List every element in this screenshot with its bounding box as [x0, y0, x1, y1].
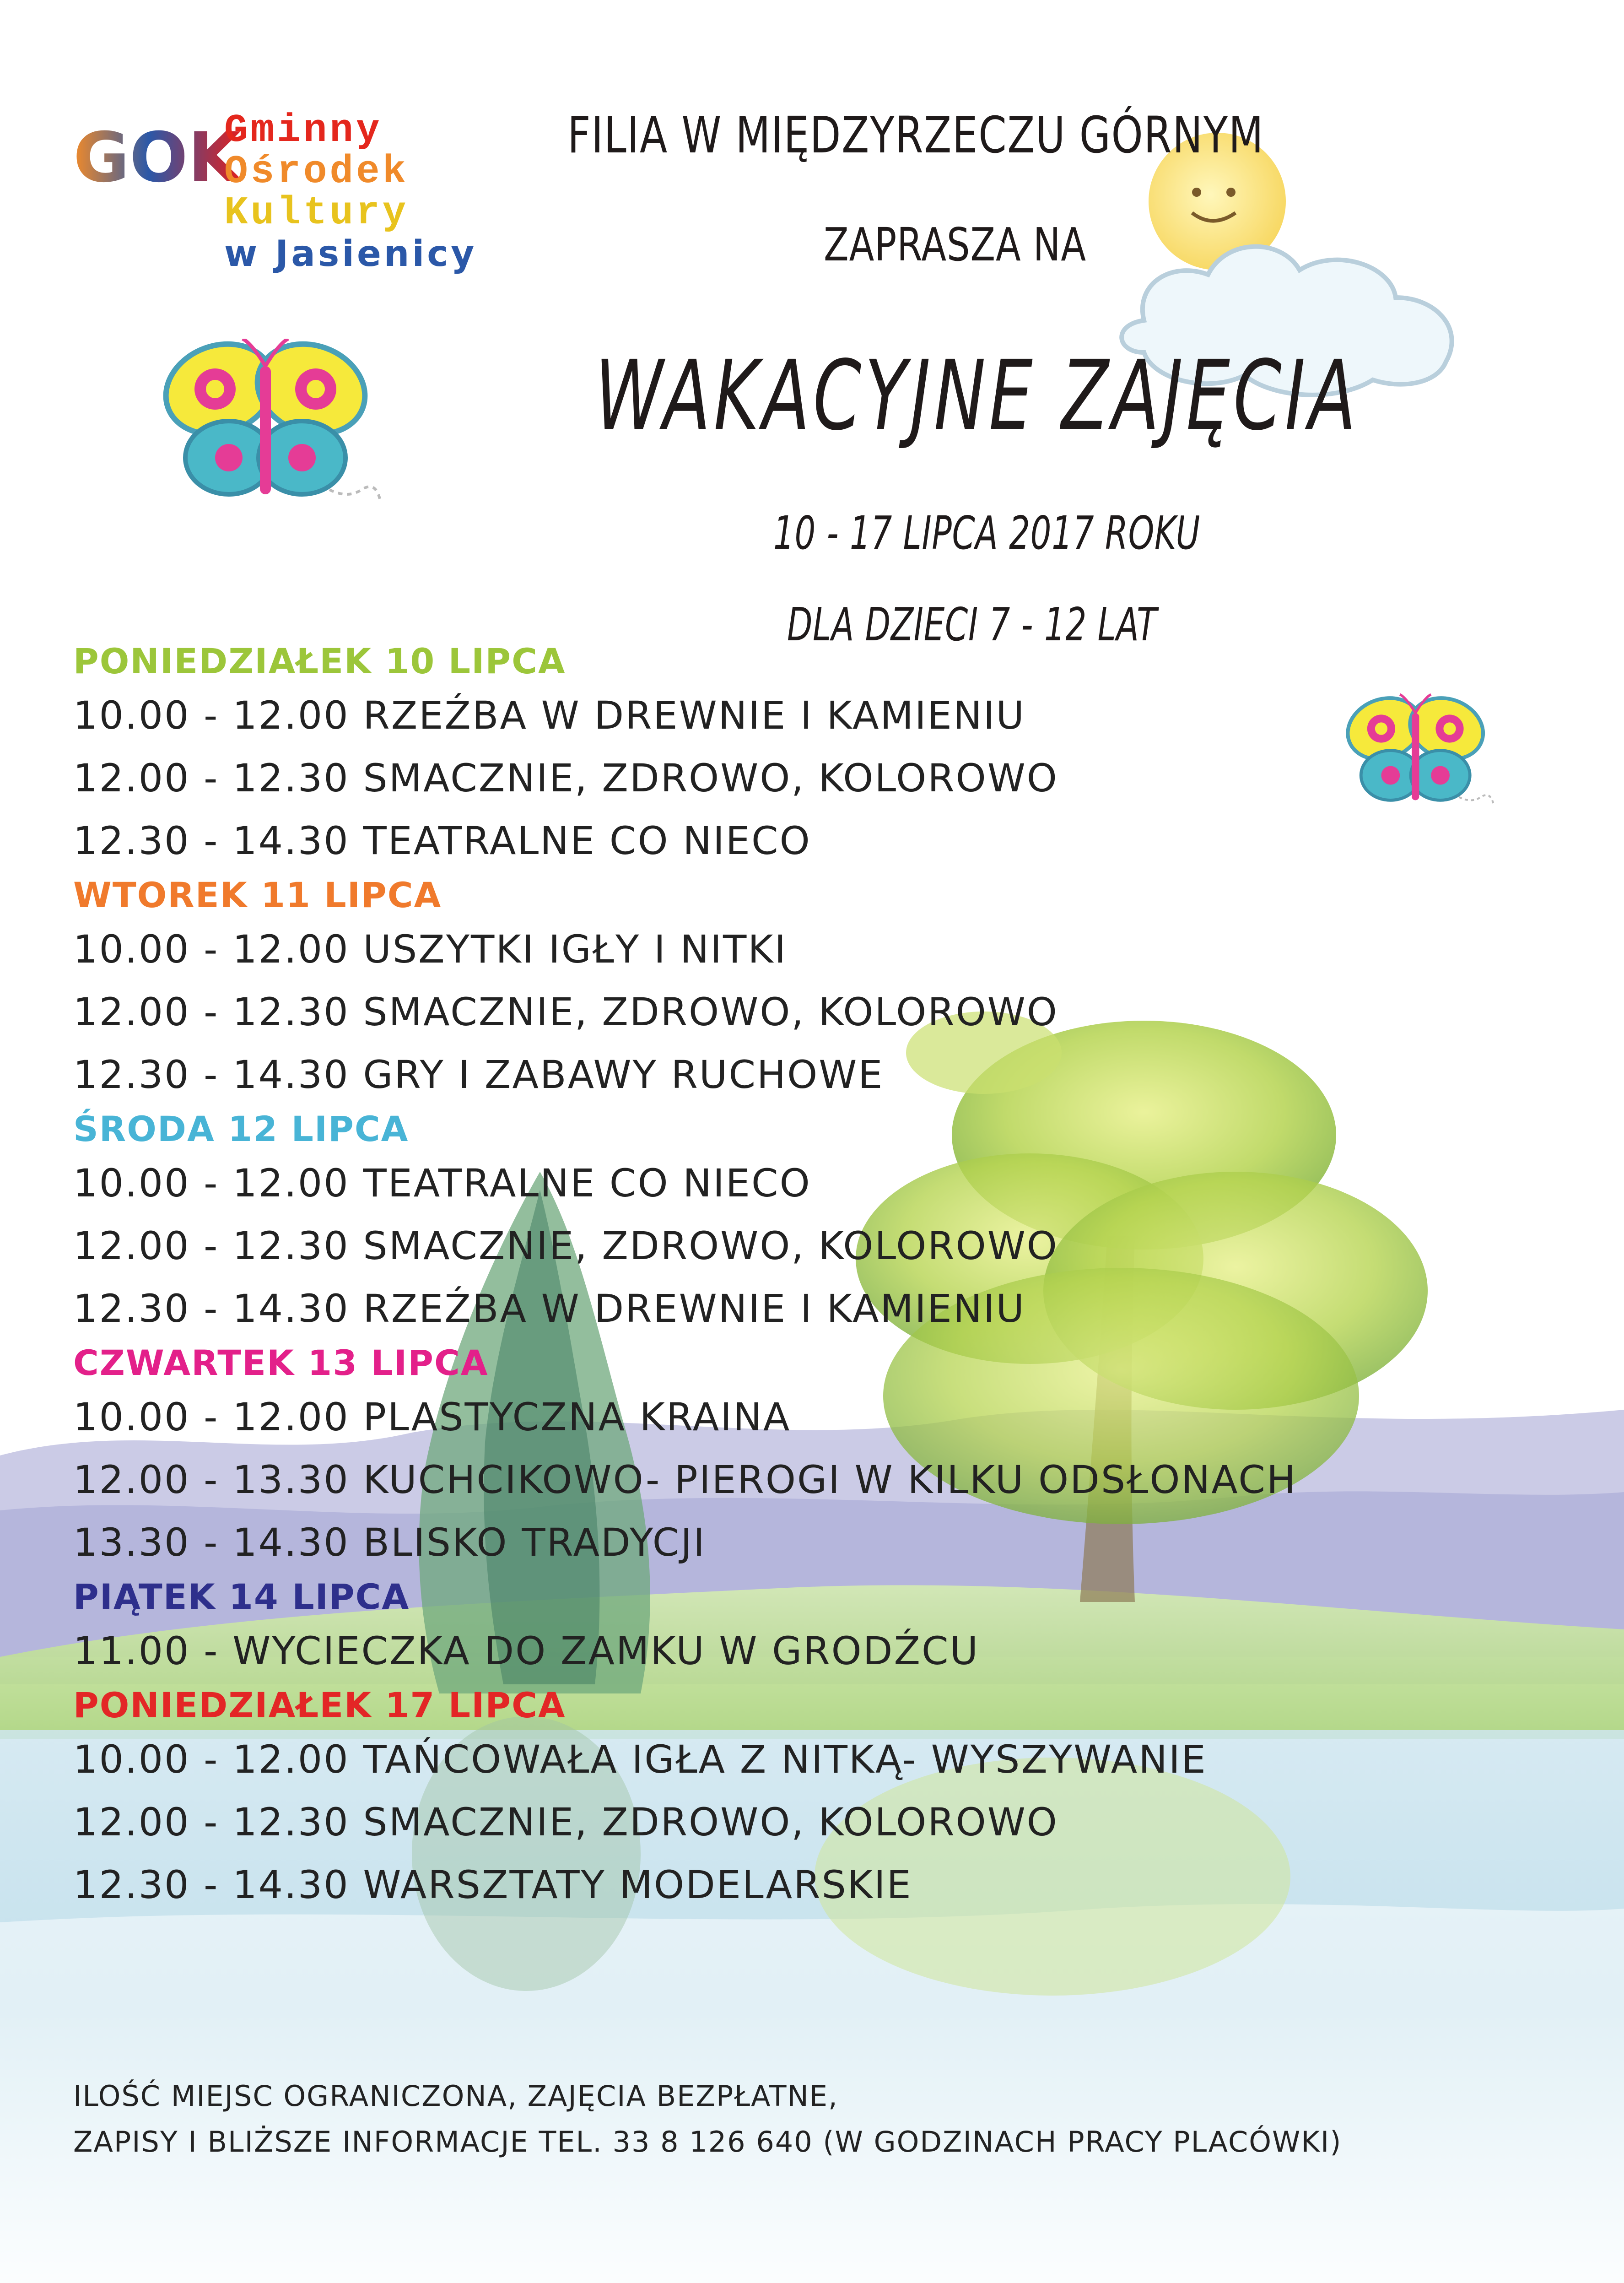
gok-logo-mark [73, 119, 241, 197]
schedule-item: 10.00 - 12.00 RZEŹBA W DREWNIE I KAMIENIU [73, 693, 1025, 738]
schedule-item: 12.00 - 12.30 SMACZNIE, ZDROWO, KOLOROWO [73, 1800, 1058, 1845]
gok-logo-text [224, 110, 477, 275]
schedule-item: 12.00 - 12.30 SMACZNIE, ZDROWO, KOLOROWO [73, 1223, 1058, 1268]
schedule [73, 638, 1583, 1916]
day-block [73, 1682, 1583, 1916]
schedule-item: 13.30 - 14.30 BLISKO TRADYCJI [73, 1520, 706, 1565]
day-block [73, 1574, 1583, 1682]
schedule-item: 12.30 - 14.30 RZEŹBA W DREWNIE I KAMIENIU [73, 1286, 1025, 1331]
header-invite-line: ZAPRASZA NA [824, 218, 1086, 271]
schedule-item: 12.30 - 14.30 TEATRALNE CO NIECO [73, 818, 811, 863]
schedule-item: 12.30 - 14.30 GRY I ZABAWY RUCHOWE [73, 1052, 884, 1097]
gok-logo-mark-text: GOK [73, 118, 241, 198]
day-heading: PONIEDZIAŁEK 10 LIPCA [73, 641, 566, 682]
event-dates: 10 - 17 LIPCA 2017 ROKU [773, 506, 1201, 560]
day-heading: CZWARTEK 13 LIPCA [73, 1342, 489, 1383]
day-block [73, 1106, 1583, 1340]
page-title: WAKACYJNE ZAJĘCIA [595, 340, 1360, 452]
schedule-item: 11.00 - WYCIECZKA DO ZAMKU W GRODŹCU [73, 1628, 980, 1673]
schedule-item: 12.30 - 14.30 WARSZTATY MODELARSKIE [73, 1862, 912, 1907]
gok-logo [73, 110, 513, 284]
header-branch-line: FILIA W MIĘDZYRZECZU GÓRNYM [567, 106, 1264, 164]
schedule-item: 10.00 - 12.00 USZYTKI IGŁY I NITKI [73, 927, 788, 972]
schedule-item: 12.00 - 12.30 SMACZNIE, ZDROWO, KOLOROWO [73, 756, 1058, 801]
butterfly-illustration [156, 339, 384, 531]
event-audience: DLA DZIECI 7 - 12 LAT [787, 598, 1157, 651]
day-heading: PIĄTEK 14 LIPCA [73, 1576, 410, 1617]
day-block [73, 1340, 1583, 1574]
day-block [73, 638, 1583, 872]
footer-notes [73, 2073, 1583, 2165]
schedule-item: 10.00 - 12.00 TEATRALNE CO NIECO [73, 1161, 811, 1206]
logo-line-osrodek: Ośrodek [224, 149, 409, 194]
day-heading: WTOREK 11 LIPCA [73, 875, 442, 915]
schedule-item: 12.00 - 13.30 KUCHCIKOWO- PIEROGI W KILKU ODSŁONACH [73, 1457, 1297, 1502]
footer-line-1: ILOŚĆ MIEJSC OGRANICZONA, ZAJĘCIA BEZPŁATNE, [73, 2079, 838, 2113]
day-heading: ŚRODA 12 LIPCA [73, 1109, 409, 1149]
day-block [73, 872, 1583, 1106]
logo-line-kultury: Kultury [224, 190, 409, 235]
day-heading: PONIEDZIAŁEK 17 LIPCA [73, 1685, 566, 1726]
schedule-item: 10.00 - 12.00 TAŃCOWAŁA IGŁA Z NITKĄ- WYSZYWANIE [73, 1737, 1207, 1782]
logo-line-gminny: Gminny [224, 108, 383, 153]
footer-line-2: ZAPISY I BLIŻSZE INFORMACJE TEL. 33 8 126 640 (W GODZINACH PRACY PLACÓWKI) [73, 2125, 1342, 2159]
schedule-item: 12.00 - 12.30 SMACZNIE, ZDROWO, KOLOROWO [73, 990, 1058, 1034]
schedule-item: 10.00 - 12.00 PLASTYCZNA KRAINA [73, 1395, 791, 1439]
logo-line-jasienicy: w Jasienicy [224, 233, 477, 275]
